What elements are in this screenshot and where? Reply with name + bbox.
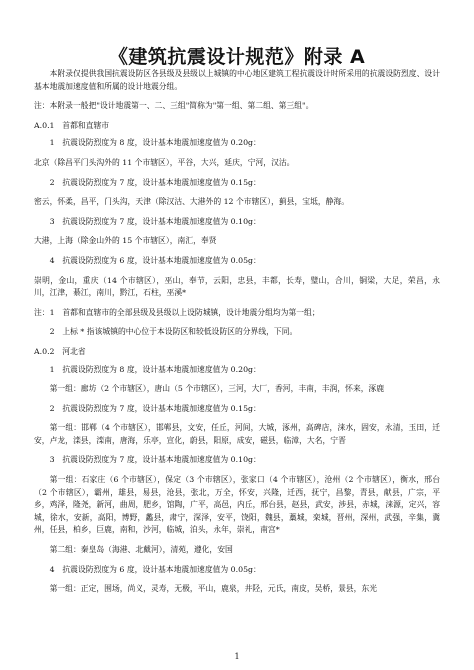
note-paragraph: 注：本附录一般把"设计地震第一、二、三组"简称为"第一组、第二组、第三组"。 [34, 101, 314, 111]
intro-paragraph: 本附录仅提供我国抗震设防区各县级及县级以上城镇的中心地区建筑工程抗震设计时所采用的抗震设防烈度、设计基本地震加速度值和所属的设计地震分组。 [34, 69, 440, 91]
note-paragraph: 2 上标 * 指该城镇的中心位于本设防区和较低设防区的分界线，下同。 [49, 327, 298, 337]
intensity-item: 4 抗震设防烈度为 6 度，设计基本地震加速度值为 0.05g： [49, 564, 261, 574]
intensity-item: 3 抗震设防烈度为 7 度，设计基本地震加速度值为 0.10g： [49, 455, 261, 465]
city-list: 北京（除昌平门头沟外的 11 个市辖区），平谷，大兴，延庆，宁河，汉沽。 [34, 157, 295, 167]
city-list: 第一组：正定，围场，尚义，灵寿，无极，平山，鹿泉，井陉，元氏，南皮，吴桥，景县，东光 [49, 584, 378, 594]
intensity-item: 4 抗震设防烈度为 6 度，设计基本地震加速度值为 0.05g： [49, 255, 261, 265]
city-list: 第二组：秦皇岛（海港、北戴河），清苑，遵化，安国 [49, 545, 233, 555]
city-list: 崇明，金山，重庆（14 个市辖区），巫山，奉节，云阳，忠县，丰都，长寿，璧山，合川，铜梁，大足，荣昌，永川，江津，綦江，南川，黔江，石柱，巫溪* [34, 275, 440, 298]
city-list: 大港，上海（除金山外的 15 个市辖区），南汇，奉贤 [34, 236, 217, 246]
section-heading-a02: A.0.2 河北省 [34, 346, 86, 356]
intensity-item: 2 抗震设防烈度为 7 度，设计基本地震加速度值为 0.15g： [49, 403, 261, 413]
city-list: 第一组：邯郸（4 个市辖区），邯郸县，文安，任丘，河间，大城，涿州，高碑店，涞水，固安，永清，玉田，迁安，卢龙，滦县，滦南，唐海，乐亭，宣化，蔚县，阳原，成安，磁县，临漳，大名，宁晋 [34, 423, 440, 445]
note-paragraph: 注：1 首都和直辖市的全部县级及县级以上设防城镇，设计地震分组均为第一组； [34, 307, 320, 317]
document-title: 《建筑抗震设计规范》附录 A [108, 46, 366, 68]
city-list: 第一组：廊坊（2 个市辖区），唐山（5 个市辖区），三河，大厂，香河，丰南，丰润，怀来，涿鹿 [49, 384, 385, 394]
city-list: 密云，怀柔，昌平，门头沟，天津（除汉沽、大港外的 12 个市辖区），蓟县，宝坻，静海。 [34, 197, 350, 207]
page-number: 1 [234, 652, 240, 661]
section-heading-a01: A.0.1 首都和直辖市 [34, 120, 110, 130]
intensity-item: 1 抗震设防烈度为 8 度，设计基本地震加速度值为 0.20g： [49, 364, 261, 374]
intensity-item: 1 抗震设防烈度为 8 度，设计基本地震加速度值为 0.20g： [49, 138, 261, 148]
intensity-item: 3 抗震设防烈度为 7 度，设计基本地震加速度值为 0.10g： [49, 216, 261, 226]
intensity-item: 2 抗震设防烈度为 7 度，设计基本地震加速度值为 0.15g： [49, 177, 261, 187]
document-body [34, 68, 440, 603]
city-list: 第一组：石家庄（6 个市辖区），保定（3 个市辖区），张家口（4 个市辖区），沧州（2 个市辖区），衡水，邢台（2 个市辖区），霸州，雄县，易县，沧县，张北，万全，怀安，兴隆，迁西，抚宁，昌黎，青县，献县，广宗，平乡，鸡泽，隆尧，新河，曲周，肥乡，馆陶，广平，高邑，内丘，邢台县，赵县，武安，涉县，赤城，涞源，定兴，容城，徐水，安新，高阳，博野，蠡县，肃宁，深泽，安平，饶阳，魏县，藁城，栾城，晋州，深州，武强，辛集，冀州，任县，柏乡，巨鹿，南和，沙河，临城，泊头，永年，崇礼，南宫* [34, 475, 440, 535]
